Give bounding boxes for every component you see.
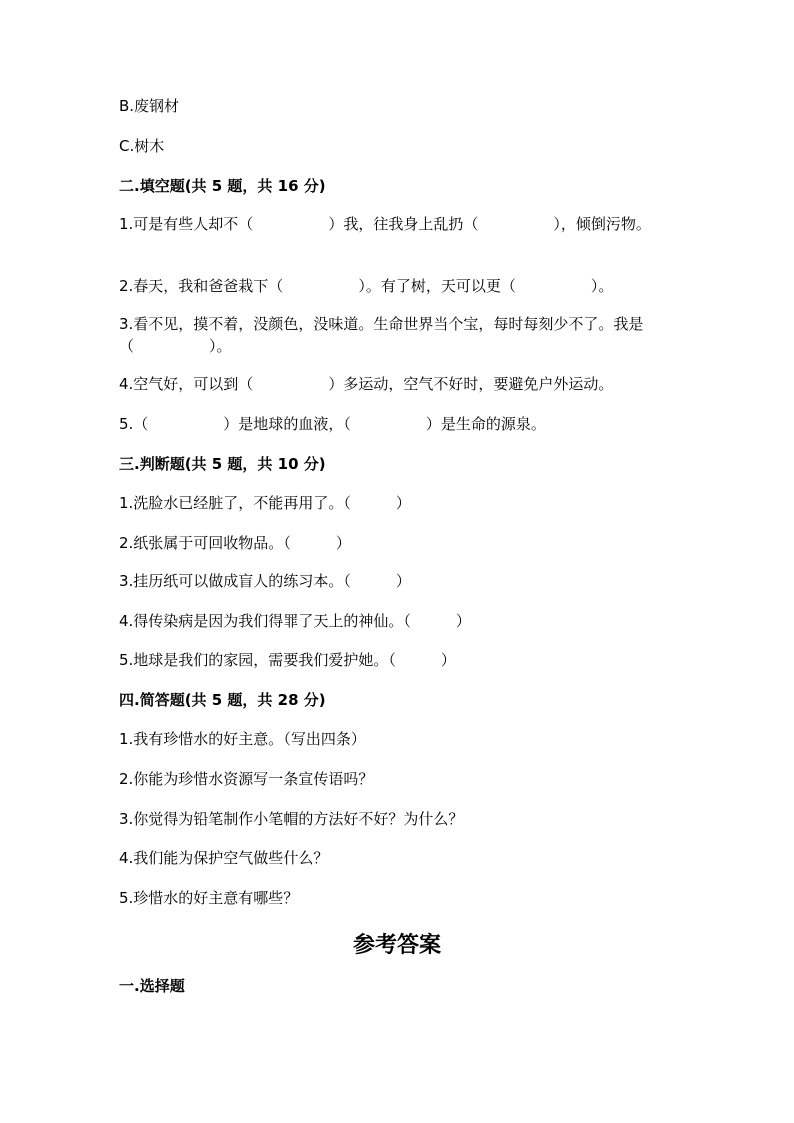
answers-first-heading: 一.选择题 [119,977,185,995]
short-item: 2.你能为珍惜水资源写一条宣传语吗？ [119,770,374,788]
short-item: 3.你觉得为铅笔制作小笔帽的方法好不好？为什么？ [119,810,464,828]
fill-heading: 二.填空题(共 5 题，共 16 分) [119,177,326,195]
short-heading: 四.简答题(共 5 题，共 28 分) [119,691,326,709]
judge-item: 3.挂历纸可以做成盲人的练习本。（ ） [119,572,411,590]
fill-item: 5.（ ）是地球的血液，（ ）是生命的源泉。 [119,415,546,433]
judge-item: 5.地球是我们的家园，需要我们爱护她。（ ） [119,651,456,669]
judge-item: 2.纸张属于可回收物品。（ ） [119,534,351,552]
fill-item: 2.春天，我和爸爸栽下（ ）。有了树，天可以更（ ）。 [119,277,614,295]
judge-item: 1.洗脸水已经脏了，不能再用了。（ ） [119,494,411,512]
fill-item: 4.空气好，可以到（ ）多运动，空气不好时，要避免户外运动。 [119,375,614,393]
short-item: 5.珍惜水的好主意有哪些？ [119,889,299,907]
fill-item: 3.看不见，摸不着，没颜色，没味道。生命世界当个宝，每时每刻少不了。我是（ ）。 [119,315,644,355]
short-item: 1.我有珍惜水的好主意。（写出四条） [119,730,366,748]
answers-title: 参考答案 [352,932,441,958]
option-b: B.废钢材 [119,97,180,115]
judge-heading: 三.判断题(共 5 题，共 10 分) [119,455,326,473]
judge-item: 4.得传染病是因为我们得罪了天上的神仙。（ ） [119,612,471,630]
fill-item: 1.可是有些人却不（ ）我，往我身上乱扔（ ），倾倒污物。 [119,215,651,233]
option-c: C.树木 [119,137,165,155]
short-item: 4.我们能为保护空气做些什么？ [119,849,329,867]
